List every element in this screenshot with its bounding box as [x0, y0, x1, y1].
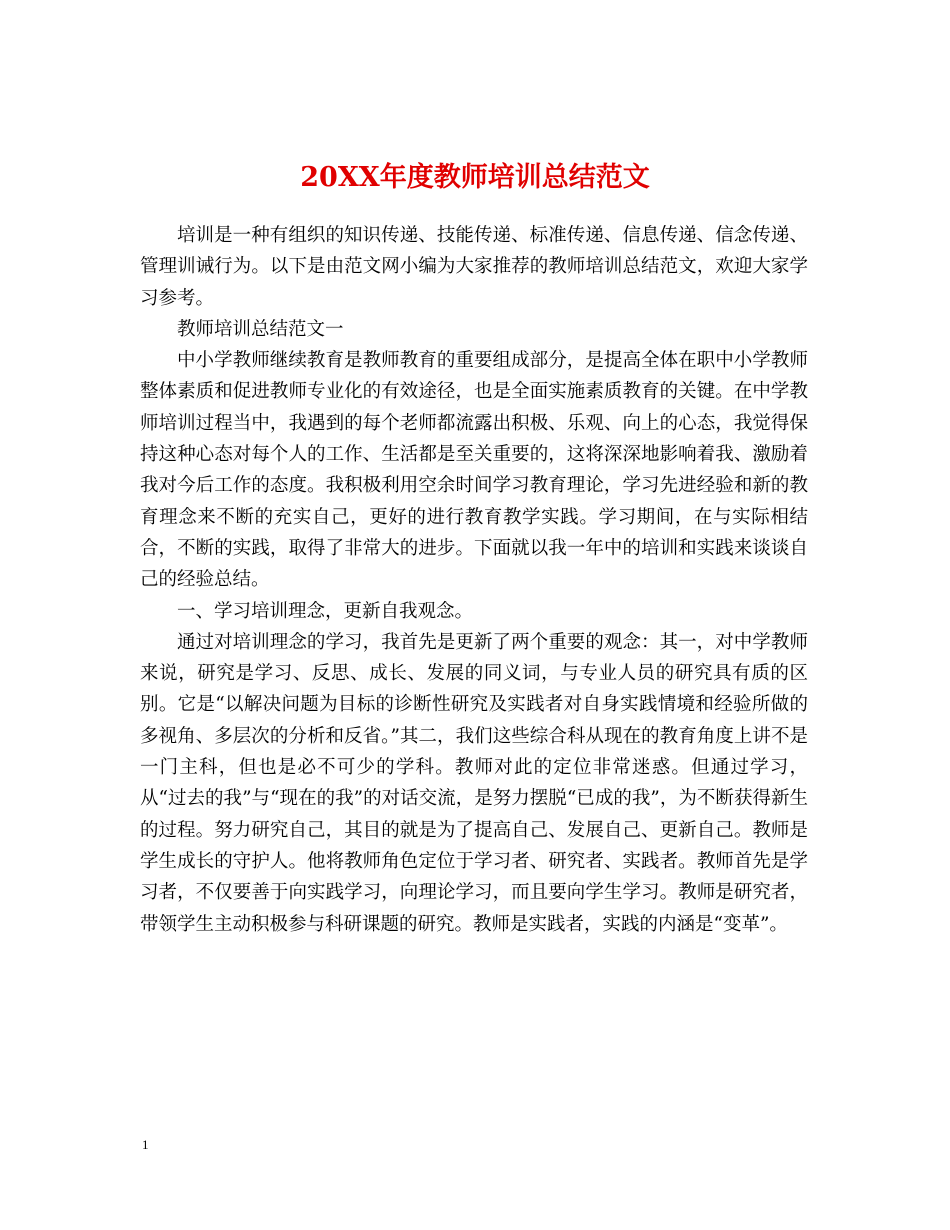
- page-title: 20XX年度教师培训总结范文: [300, 162, 650, 194]
- section-heading-sample-one: 教师培训总结范文一: [177, 318, 344, 340]
- section-heading-point-one: 一、学习培训理念，更新自我观念。: [177, 600, 474, 622]
- body-paragraph: 中小学教师继续教育是教师教育的重要组成部分，是提高全体在职中小学教师整体素质和促进教师专业化的有效途径，也是全面实施素质教育的关键。在中学教师培训过程当中，我遇到的每个老师都流露出积极、乐观、向上的心态，我觉得保持这种心态对每个人的工作、生活都是至关重要的，这将深深地影响着我、激励着我对今后工作的态度。我积极利用空余时间学习教育理论，学习先进经验和新的教育理念来不断的充实自己，更好的进行教育教学实践。学习期间，在与实际相结合，不断的实践，取得了非常大的进步。下面就以我一年中的培训和实践来谈谈自己的经验总结。: [140, 350, 808, 591]
- body-paragraph: 通过对培训理念的学习，我首先是更新了两个重要的观念：其一，对中学教师来说，研究是学习、反思、成长、发展的同义词，与专业人员的研究具有质的区别。它是“以解决问题为目标的诊断性研究及实践者对自身实践情境和经验所做的多视角、多层次的分析和反省。”其二，我们这些综合科从现在的教育角度上讲不是一门主科，但也是必不可少的学科。教师对此的定位非常迷惑。但通过学习，从“过去的我”与“现在的我”的对话交流，是努力摆脱“已成的我”，为不断获得新生的过程。努力研究自己，其目的就是为了提高自己、发展自己、更新自己。教师是学生成长的守护人。他将教师角色定位于学习者、研究者、实践者。教师首先是学习者，不仅要善于向实践学习，向理论学习，而且要向学生学习。教师是研究者，带领学生主动积极参与科研课题的研究。教师是实践者，实践的内涵是“变革”。: [140, 631, 808, 935]
- intro-paragraph: 培训是一种有组织的知识传递、技能传递、标准传递、信息传递、信念传递、管理训诫行为。以下是由范文网小编为大家推荐的教师培训总结范文，欢迎大家学习参考。: [140, 225, 808, 309]
- document-body: [140, 220, 808, 940]
- page-number: 1: [142, 1137, 149, 1152]
